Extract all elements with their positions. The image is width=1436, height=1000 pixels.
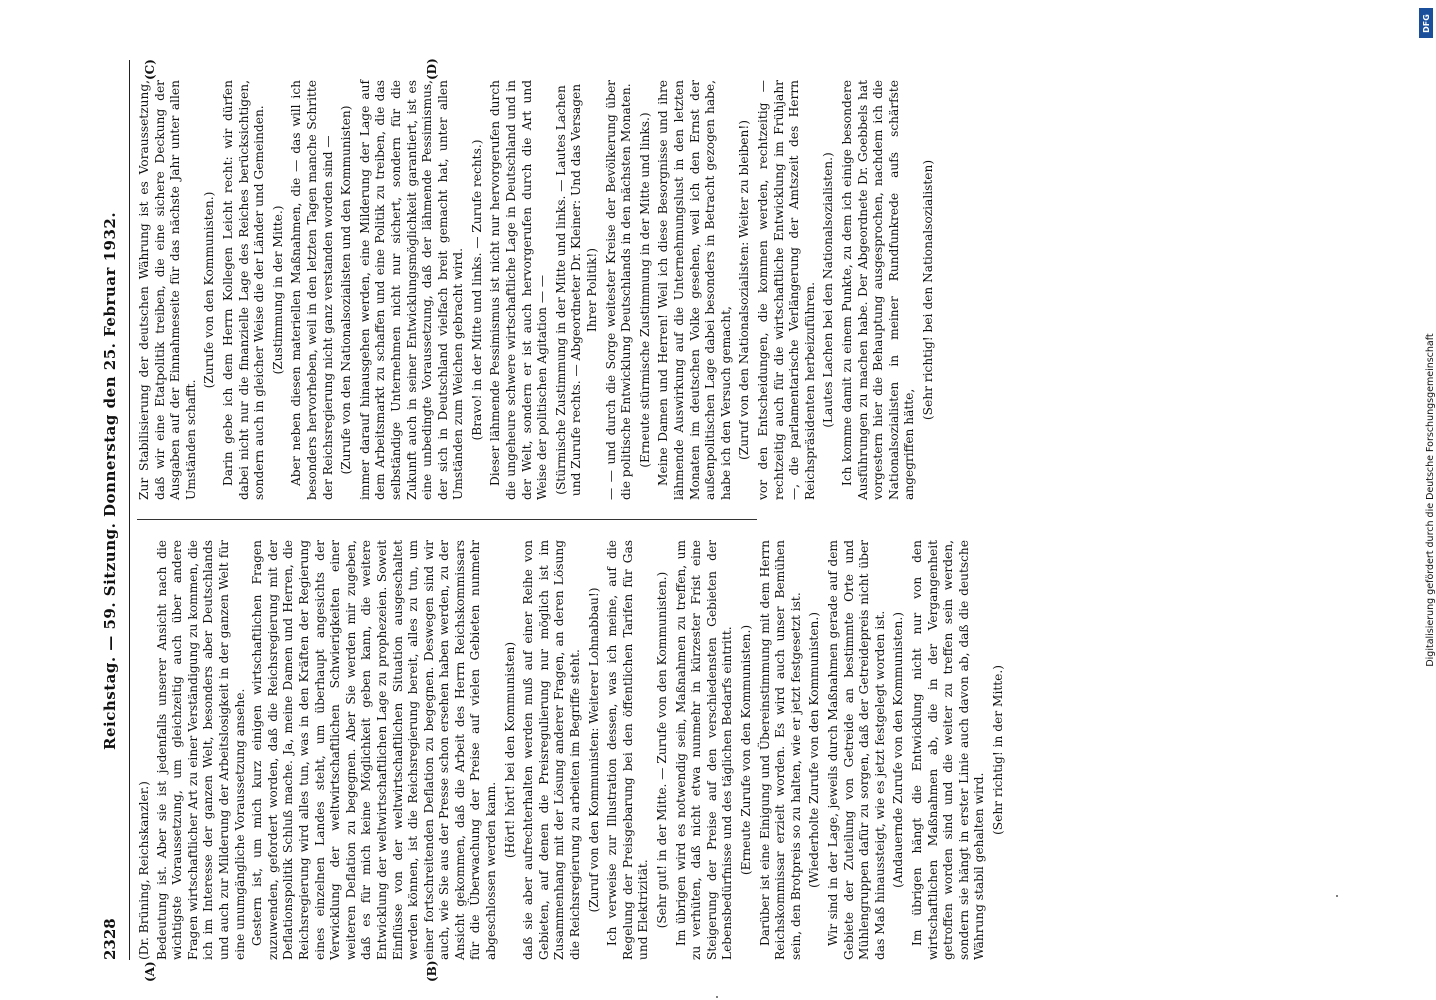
dfg-logo-icon: DFG: [1419, 8, 1433, 38]
interjection: (Erneute Zurufe von den Kommunisten.): [738, 624, 753, 876]
paragraph: Meine Damen und Herren! Weil ich diese Besorgnisse und ihre lähmende Auswirkung auf die Unternehmungslust in den letzten Monaten im deutschen Volke gesehen, weil ich den Ernst der außenpolitischen Lage dabei besonders in Betracht gezogen habe, habe ich den Versuch gemacht,: [656, 80, 733, 500]
interjection: (Bravo! in der Mitte und links. — Zurufe rechts.): [469, 139, 484, 441]
interjection: (Sehr gut! in der Mitte. — Zurufe von den Kommunisten.): [655, 571, 669, 929]
paragraph: Bedeutung ist. Aber sie ist jedenfalls unserer Ansicht nach die wichtigste Voraussetzung, um gleichzeitig auch über andere Fragen wirtschaftlicher Art zu einer Verständigung zu kommen, die ich im Interesse der ganzen Welt, besonders aber Deutschlands und auch zur Milderung der Arbeitslosigkeit in der ganzen Welt für eine unumgängliche Voraussetzung ansehe.: [154, 540, 247, 960]
interjection: (Zustimmung in der Mitte.): [270, 205, 285, 375]
digitization-credit: Digitalisierung gefördert durch die Deutsche Forschungsgemeinschaft: [1425, 333, 1436, 667]
paragraph: Darüber ist eine Einigung und Übereinstimmung mit dem Herrn Reichskommissar erzielt worden. Es wird auch unser Bemühen sein, den Brotpreis so zu halten, wie er jetzt festgesetzt ist.: [757, 540, 803, 960]
interjection: (Sehr richtig! bei den Nationalsozialisten): [920, 159, 935, 421]
paragraph: Aber neben diesen materiellen Maßnahmen, die — das will ich besonders hervorheben, weil in den letzten Tagen manche Schritte der Reichsregierung nicht ganz verstanden worden sind —: [289, 80, 335, 500]
paragraph: — — und durch die Sorge weitester Kreise der Bevölkerung über die politische Entwicklung Deutschlands in den nächsten Monaten.: [603, 80, 634, 500]
paragraph: Wir sind in der Lage, jeweils durch Maßnahmen gerade auf dem Gebiete der Zuteilung von Getreide an bestimmte Orte und Mühlengruppen dafür zu sorgen, daß der Getreidepreis nicht über das Maß hinaussteigt, wie es jetzt festgelegt worden ist.: [825, 540, 887, 960]
paragraph: Ich komme damit zu einem Punkte, zu dem ich einige besondere Ausführungen zu machen habe. Der Abgeordnete Dr. Goebbels hat vorgestern hier die Behauptung ausgesprochen, nachdem ich die Nationalsozialisten in meiner Rundfunkrede aufs schärfste angegriffen hätte,: [839, 80, 917, 500]
paragraph: daß sie aber aufrechterhalten werden muß auf einer Reihe von Gebieten, auf denen die Preisregulierung nur möglich ist im Zusammenhang mit der Lösung anderer Fragen, an deren Lösung die Reichsregierung zu arbeiten im Begriffe steht.: [521, 540, 583, 960]
interjection: (Zurufe von den Kommunisten.): [202, 191, 217, 389]
interjection: (Zuruf von den Nationalsozialisten: Weiter zu bleiben!): [737, 120, 752, 460]
right-text-column: [137, 80, 940, 500]
left-text-column: [137, 540, 1009, 960]
scan-speck: [1336, 895, 1338, 897]
interjection: (Andauernde Zurufe von den Kommunisten.): [891, 611, 906, 889]
header-rule: [129, 60, 130, 960]
interjection: (Wiederholte Zurufe von den Kommunisten.): [807, 611, 822, 889]
scan-speck: [716, 996, 718, 998]
interjection: (Stürmische Zustimmung in der Mitte und links. — Lautes Lachen und Zurufe rechts. — Abgeordneter Dr. Kleiner: Und das Versagen Ihrer Politik!): [553, 83, 600, 497]
paragraph: Im übrigen hängt die Entwicklung nicht nur von den wirtschaftlichen Maßnahmen ab, die in der Vergangenheit getroffen worden sind und die weiter zu treffen sein werden, sondern sie hängt in erster Linie auch davon ab, daß die deutsche Währung stabil gehalten wird.: [909, 540, 987, 960]
paragraph: Zur Stabilisierung der deutschen Währung ist es Voraussetzung, daß wir eine Etatpolitik treiben, die eine sichere Deckung der Ausgaben auf der Einnahmeseite für das nächste Jahr unter allen Umständen schafft.: [137, 80, 198, 500]
page-number: 2328: [101, 918, 119, 960]
paragraph: vor den Entscheidungen, die kommen werden, rechtzeitig — rechtzeitig auch für die wirtschaftliche Entwicklung im Frühjahr —, die parlamentarische Verlängerung der Amtszeit des Herrn Reichspräsidenten herbeizuführen.: [755, 80, 817, 500]
paragraph: Gestern ist, um mich kurz einigen wirtschaftlichen Fragen zuzuwenden, gefordert worden, daß die Reichsregierung mit der Deflationspolitik Schluß mache. Ja, meine Damen und Herren, die Reichsregierung wird alles tun, was in den Kräften der Regierung eines einzelnen Landes steht, um überhaupt angesichts der Verwicklung der weltwirtschaftlichen Schwierigkeiten einer weiteren Deflation zu begegnen. Aber Sie werden mir zugeben, daß es für mich keine Möglichkeit geben kann, die weitere Entwicklung der weltwirtschaftlichen Lage zu prophezeien. Soweit Einflüsse von der weltwirtschaftlichen Situation ausgeschaltet werden können, ist die Reichsregierung bereit, alles zu tun, um einer fortschreitenden Deflation zu begegnen. Deswegen sind wir auch, wie Sie aus der Presse schon ersehen haben werden, zu der Ansicht gekommen, daß die Arbeit des Herrn Reichskommissars für die Überwachung der Preise auf vielen Gebieten nunmehr abgeschlossen werden kann.: [250, 540, 499, 960]
paragraph: Ich verweise zur Illustration dessen, was ich meine, auf die Regelung der Preisgebarung bei den öffentlichen Tarifen für Gas und Elektrizität.: [605, 540, 651, 960]
margin-marker-c: (C): [143, 59, 157, 80]
paragraph: Im übrigen wird es notwendig sein, Maßnahmen zu treffen, um zu verhüten, daß nicht etwa nunmehr in kürzester Frist eine Steigerung der Preise auf den verschiedensten Gebieten der Lebensbedürfnisse und des täglichen Bedarfs eintritt.: [673, 540, 735, 960]
interjection: (Zurufe von den Nationalsozialisten und den Kommunisten): [339, 105, 354, 475]
interjection: (Lautes Lachen bei den Nationalsozialisten.): [821, 152, 836, 428]
interjection: (Zuruf von den Kommunisten: Weiterer Lohnabbau!): [586, 587, 601, 913]
margin-marker-d: (D): [425, 58, 439, 80]
rotated-page-content: [95, 58, 1375, 982]
interjection: (Hört! hört! bei den Kommunisten): [502, 641, 517, 859]
paragraph: Dieser lähmende Pessimismus ist nicht nur hervorgerufen durch die ungeheure schwere wirtschaftliche Lage in Deutschland und in der Welt, sondern er ist auch hervorgerufen durch die Art und Weise der politischen Agitation — —: [488, 80, 550, 500]
margin-marker-b: (B): [425, 960, 439, 982]
column-divider: [137, 519, 757, 520]
margin-marker-a: (A): [143, 961, 157, 982]
paragraph: (Dr. Brüning, Reichskanzler.): [137, 781, 151, 960]
page-header: [95, 60, 129, 960]
paragraph: immer darauf hinausgehen werden, eine Milderung der Lage auf dem Arbeitsmarkt zu schaffen und eine Politik zu treiben, die das selbständige Unternehmen nicht nur sichert, sondern für die Zukunft auch in seiner Entwicklungsmöglichkeit garantiert, ist es eine unbedingte Voraussetzung, daß der lähmende Pessimismus, der sich in Deutschland vielfach breit gemacht hat, unter allen Umständen zum Weichen gebracht wird.: [357, 80, 466, 500]
paragraph: Darin gebe ich dem Herrn Kollegen Leicht recht: wir dürfen dabei nicht nur die finanzielle Lage des Reiches berücksichtigen, sondern auch in gleicher Weise die der Länder und Gemeinden.: [220, 80, 267, 500]
interjection: (Erneute stürmische Zustimmung in der Mitte und links.): [637, 112, 652, 468]
running-title: Reichstag. — 59. Sitzung. Donnerstag den 25. Februar 1932.: [101, 211, 119, 750]
interjection: (Sehr richtig! in der Mitte.): [990, 665, 1005, 835]
